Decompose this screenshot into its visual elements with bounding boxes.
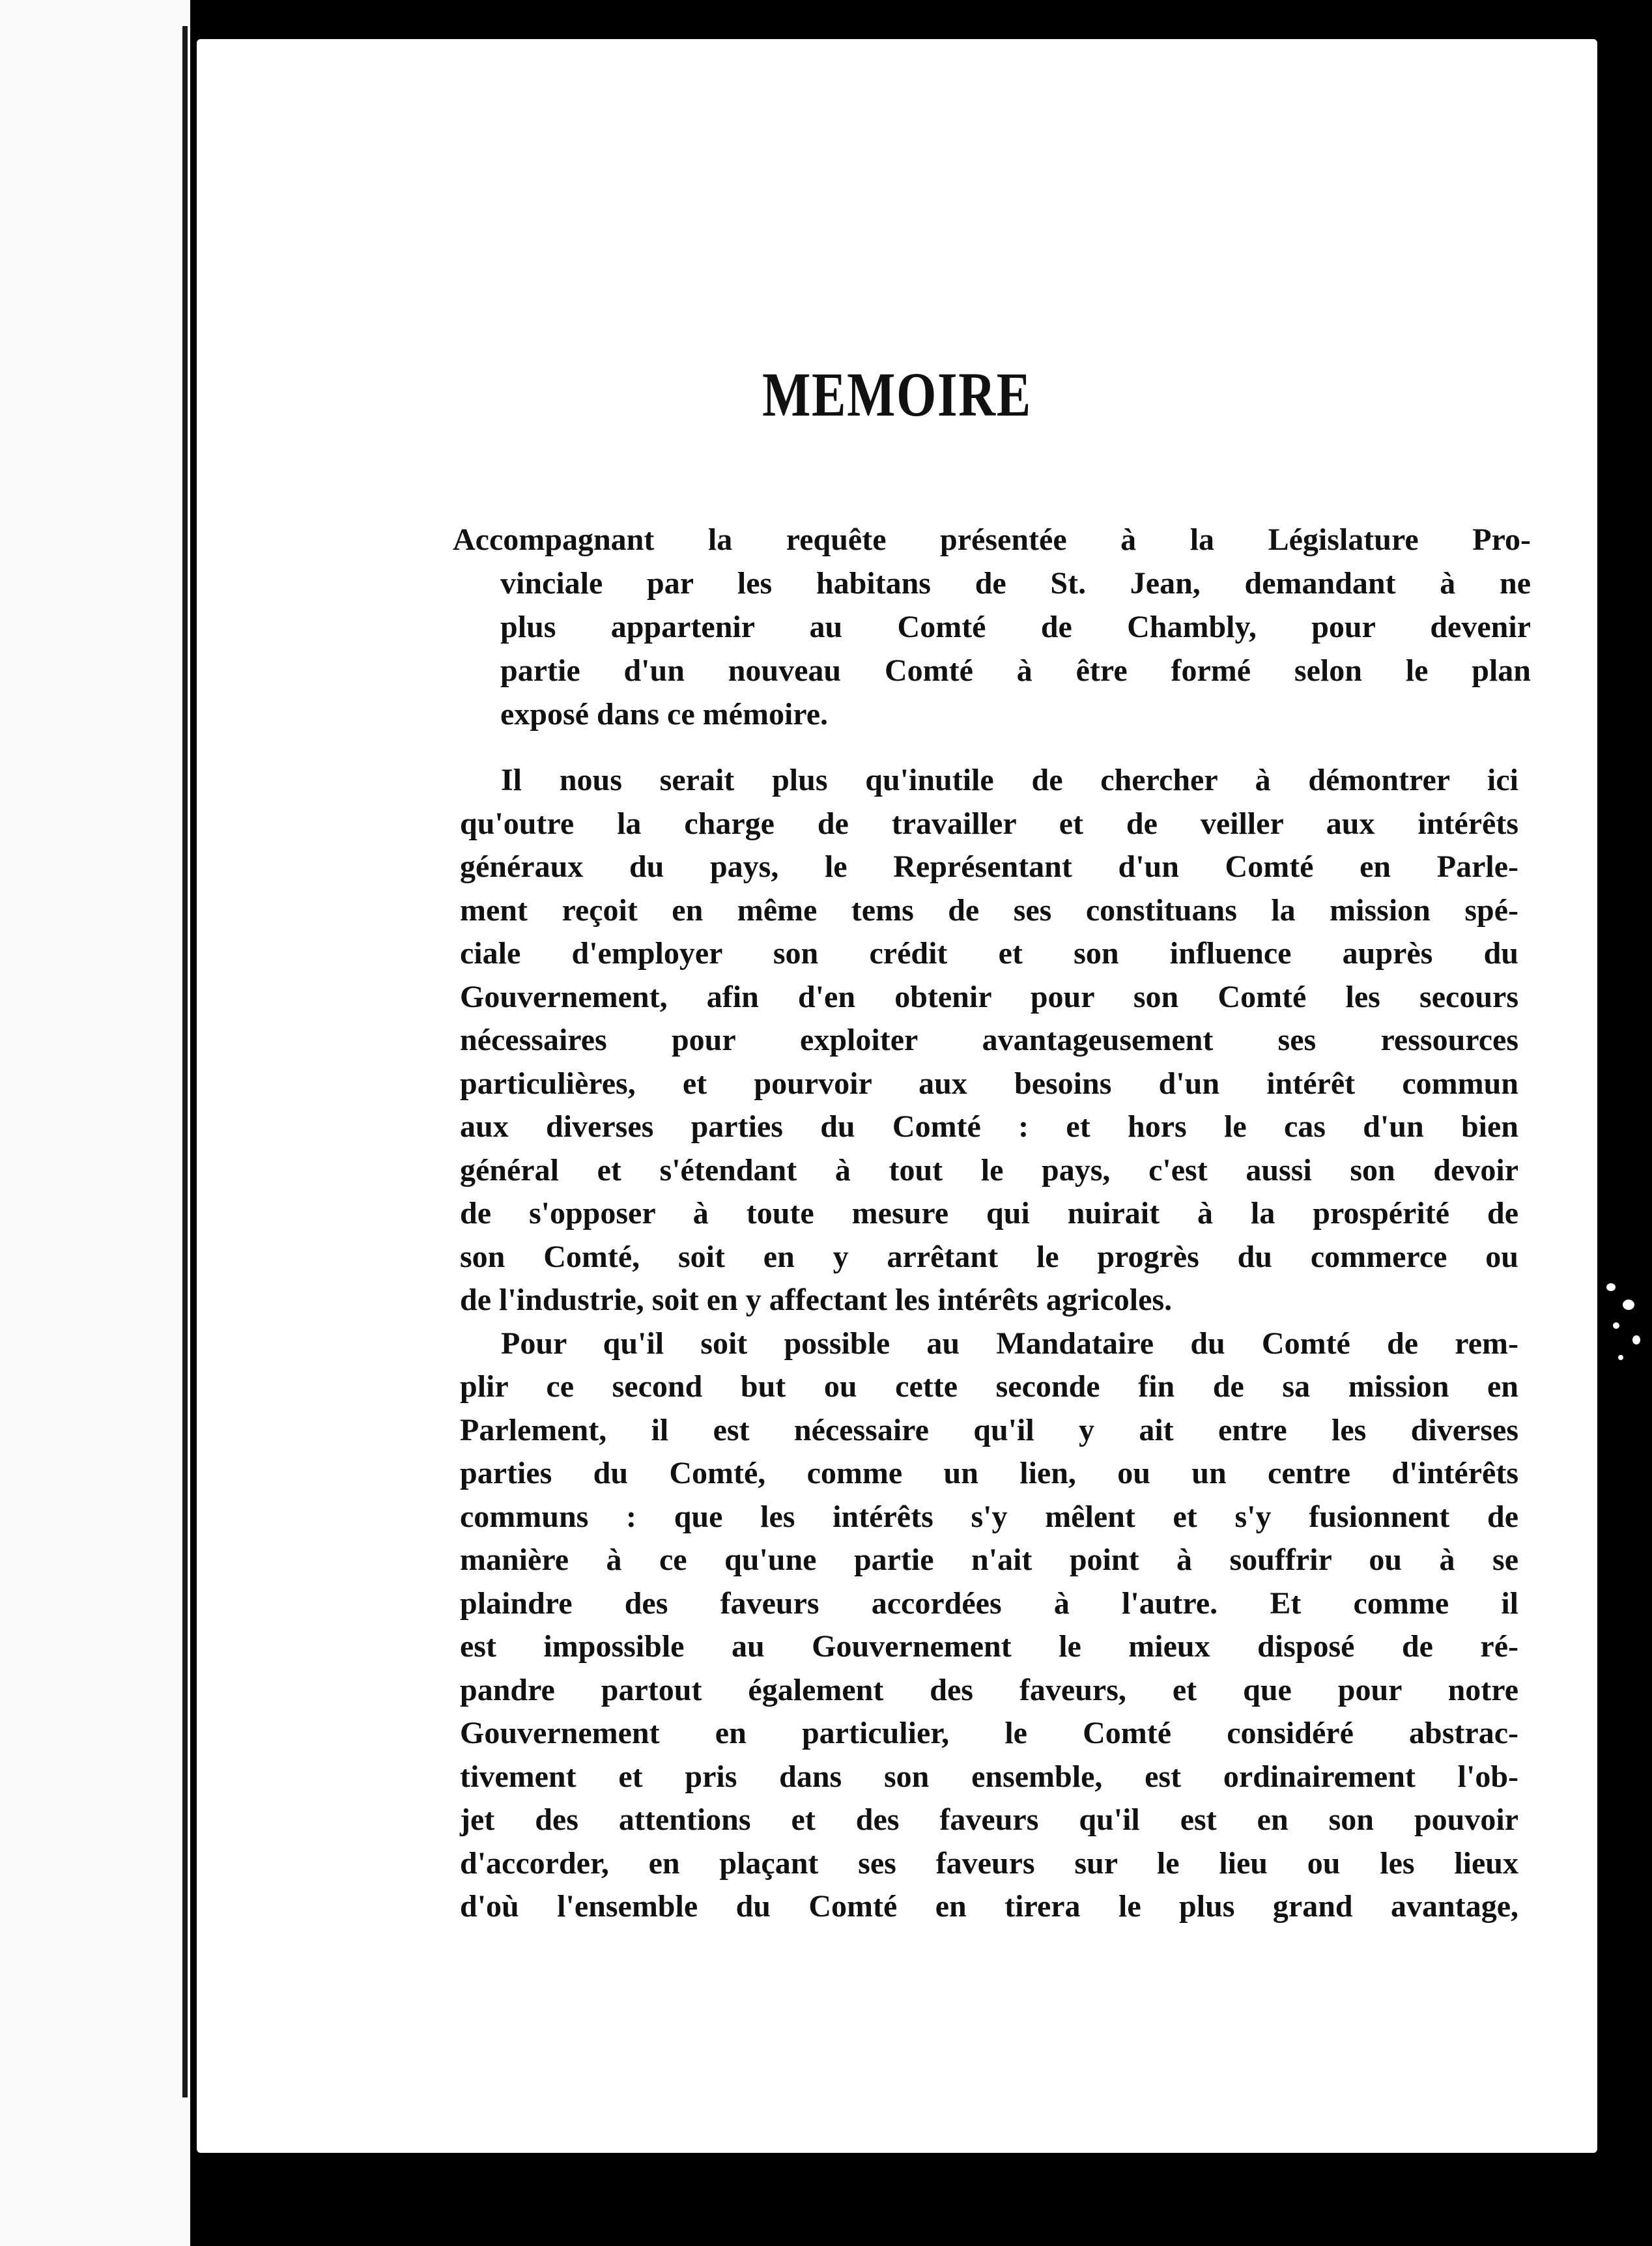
text-line: Il nous serait plus qu'inutile de chercher à démontrer ici (501, 763, 1518, 797)
scan-speck (1618, 1355, 1623, 1360)
text-line: communs : que les intérêts s'y mêlent et s'y fusionnent de (460, 1499, 1518, 1534)
text-line: particulières, et pourvoir aux besoins d'un intérêt commun (460, 1066, 1518, 1101)
text-line: qu'outre la charge de travailler et de veiller aux intérêts (460, 806, 1518, 841)
text-line: général et s'étendant à tout le pays, c'est aussi son devoir (460, 1152, 1518, 1187)
text-line: ciale d'employer son crédit et son influence auprès du (460, 936, 1518, 971)
text-line: tivement et pris dans son ensemble, est ordinairement l'ob- (460, 1759, 1518, 1794)
text-line: Pour qu'il soit possible au Mandataire du Comté de rem- (501, 1326, 1518, 1361)
text-line: Gouvernement, afin d'en obtenir pour son Comté les secours (460, 979, 1518, 1014)
text-line: manière à ce qu'une partie n'ait point à souffrir ou à se (460, 1542, 1518, 1577)
text-line: de s'opposer à toute mesure qui nuirait à la prospérité de (460, 1196, 1518, 1230)
document-page (197, 39, 1597, 2153)
text-line: ment reçoit en même tems de ses constituans la mission spé- (460, 892, 1518, 928)
text-line: d'accorder, en plaçant ses faveurs sur le lieu ou les lieux (460, 1845, 1518, 1881)
text-line: aux diverses parties du Comté : et hors le cas d'un bien (460, 1109, 1518, 1144)
page-gutter-shadow (182, 26, 188, 2097)
scan-speck (1632, 1335, 1640, 1344)
subtitle-line: plus appartenir au Comté de Chambly, pour devenir (500, 610, 1531, 644)
subtitle-line: vinciale par les habitans de St. Jean, demandant à ne (500, 566, 1531, 601)
page-title: MEMOIRE (762, 360, 1032, 429)
text-line: de l'industrie, soit en y affectant les intérêts agricoles. (460, 1283, 1173, 1317)
text-line: nécessaires pour exploiter avantageusement ses ressources (460, 1023, 1518, 1057)
facing-page-margin (0, 0, 190, 2246)
text-line: pandre partout également des faveurs, et que pour notre (460, 1672, 1518, 1707)
text-line: plir ce second but ou cette seconde fin de sa mission en (460, 1369, 1518, 1404)
scan-speck (1623, 1300, 1634, 1310)
scan-noise (1593, 1264, 1652, 1381)
paragraph-2 (460, 1322, 1518, 1929)
text-line: généraux du pays, le Représentant d'un Comté en Parle- (460, 849, 1518, 884)
text-line: parties du Comté, comme un lien, ou un centre d'intérêts (460, 1456, 1518, 1490)
text-line: jet des attentions et des faveurs qu'il est en son pouvoir (460, 1802, 1518, 1837)
body-text (460, 759, 1518, 1929)
text-line: d'où l'ensemble du Comté en tirera le plus grand avantage, (460, 1889, 1518, 1924)
paragraph-1 (460, 759, 1518, 1322)
text-line: est impossible au Gouvernement le mieux disposé de ré- (460, 1629, 1518, 1664)
text-line: son Comté, soit en y arrêtant le progrès du commerce ou (460, 1239, 1518, 1274)
scan-speck (1613, 1322, 1619, 1329)
subtitle-line: exposé dans ce mémoire. (500, 697, 829, 732)
text-line: Parlement, il est nécessaire qu'il y ait entre les diverses (460, 1412, 1518, 1447)
subtitle-block (453, 518, 1531, 736)
text-line: Gouvernement en particulier, le Comté considéré abstrac- (460, 1716, 1518, 1750)
subtitle-line: Accompagnant la requête présentée à la Législature Pro- (453, 522, 1531, 557)
text-line: plaindre des faveurs accordées à l'autre. Et comme il (460, 1585, 1518, 1621)
subtitle-line: partie d'un nouveau Comté à être formé selon le plan (500, 653, 1531, 688)
scan-speck (1606, 1283, 1616, 1291)
